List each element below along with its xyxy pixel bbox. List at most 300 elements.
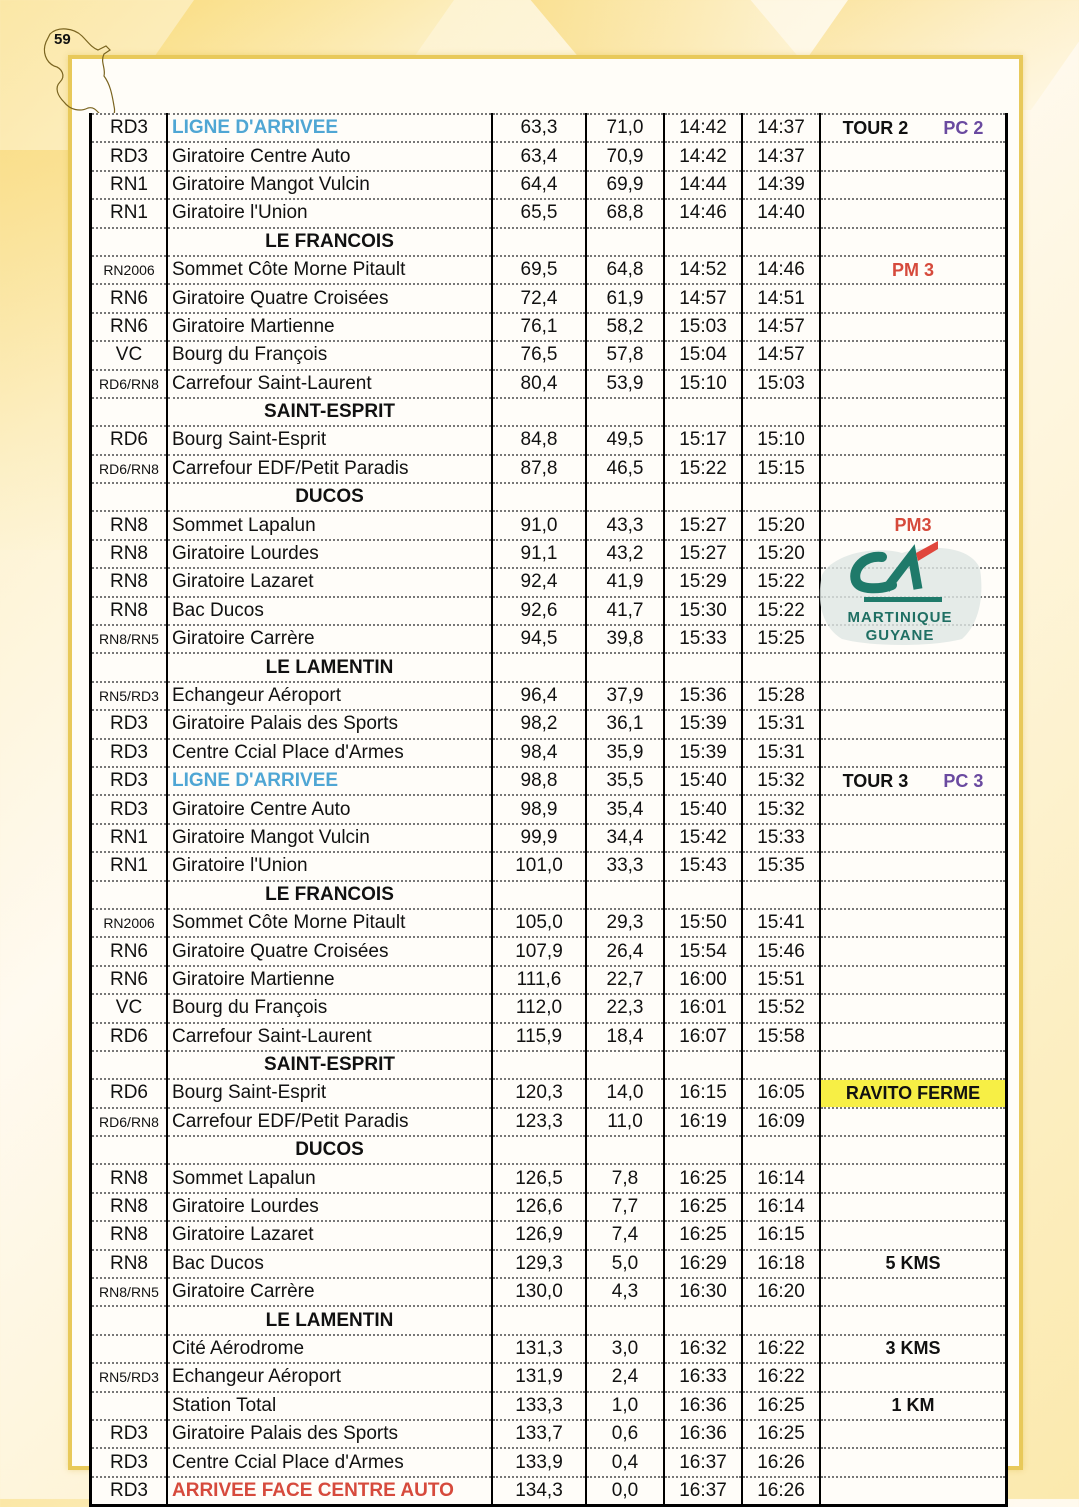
remaining-distance-cell: [586, 1136, 664, 1164]
remaining-distance-cell: [586, 398, 664, 426]
note-cell: [820, 398, 1007, 426]
table-row: [91, 1392, 1007, 1420]
distance-cell: 133,9: [492, 1448, 586, 1476]
remaining-distance-cell: 35,5: [586, 767, 664, 795]
note-label: 1 KM: [891, 1395, 935, 1416]
place-name-cell: Giratoire Centre Auto: [167, 142, 492, 170]
table-row: [91, 795, 1007, 823]
time-fast-cell: 15:30: [664, 597, 742, 625]
time-fast-cell: 16:29: [664, 1250, 742, 1278]
time-fast-cell: 16:30: [664, 1278, 742, 1306]
time-slow-cell: 15:25: [742, 625, 820, 653]
road-code-cell: RD6/RN8: [91, 370, 168, 398]
distance-cell: 84,8: [492, 426, 586, 454]
note-cell: [820, 1108, 1007, 1136]
time-slow-cell: 16:14: [742, 1164, 820, 1192]
time-slow-cell: 16:18: [742, 1250, 820, 1278]
distance-cell: 107,9: [492, 937, 586, 965]
distance-cell: [492, 1306, 586, 1334]
table-row: [91, 1335, 1007, 1363]
place-name-cell: Carrefour EDF/Petit Paradis: [167, 1108, 492, 1136]
road-code-cell: RN8: [91, 597, 168, 625]
time-fast-cell: 15:36: [664, 682, 742, 710]
place-name-cell: Bourg Saint-Esprit: [167, 1079, 492, 1107]
place-name-cell: LIGNE D'ARRIVEE: [167, 114, 492, 142]
road-code-cell: [91, 653, 168, 681]
table-row: [91, 199, 1007, 227]
time-slow-cell: [742, 398, 820, 426]
time-slow-cell: 16:09: [742, 1108, 820, 1136]
remaining-distance-cell: 41,9: [586, 568, 664, 596]
note-cell: [820, 1363, 1007, 1391]
place-name-cell: Sommet Lapalun: [167, 511, 492, 539]
time-fast-cell: 15:10: [664, 370, 742, 398]
time-slow-cell: [742, 1136, 820, 1164]
time-slow-cell: [742, 483, 820, 511]
place-name-cell: Giratoire Lazaret: [167, 1221, 492, 1249]
section-title-cell: LE FRANCOIS: [167, 228, 492, 256]
note-cell: [820, 909, 1007, 937]
remaining-distance-cell: 7,7: [586, 1193, 664, 1221]
section-header-row: [91, 228, 1007, 256]
remaining-distance-cell: 68,8: [586, 199, 664, 227]
road-code-cell: [91, 398, 168, 426]
distance-cell: 92,4: [492, 568, 586, 596]
note-cell: [820, 256, 1007, 284]
place-name-cell: Echangeur Aéroport: [167, 682, 492, 710]
place-name-cell: Echangeur Aéroport: [167, 1363, 492, 1391]
road-code-cell: RN5/RD3: [91, 682, 168, 710]
distance-cell: 94,5: [492, 625, 586, 653]
road-code-cell: RN5/RD3: [91, 1363, 168, 1391]
place-name-cell: Bac Ducos: [167, 597, 492, 625]
remaining-distance-cell: 11,0: [586, 1108, 664, 1136]
road-code-cell: VC: [91, 341, 168, 369]
note-cell: [820, 455, 1007, 483]
time-slow-cell: 14:57: [742, 313, 820, 341]
remaining-distance-cell: [586, 1051, 664, 1079]
time-fast-cell: 15:40: [664, 767, 742, 795]
note-cell: [820, 881, 1007, 909]
note-cell: [820, 1164, 1007, 1192]
table-row: [91, 1448, 1007, 1476]
road-code-cell: RN1: [91, 199, 168, 227]
note-cell: [820, 426, 1007, 454]
road-code-cell: RD3: [91, 1420, 168, 1448]
remaining-distance-cell: 29,3: [586, 909, 664, 937]
road-code-cell: RN8: [91, 1164, 168, 1192]
remaining-distance-cell: 0,4: [586, 1448, 664, 1476]
place-name-cell: Giratoire l'Union: [167, 852, 492, 880]
note-cell: [820, 937, 1007, 965]
section-header-row: [91, 1051, 1007, 1079]
remaining-distance-cell: 71,0: [586, 114, 664, 142]
time-slow-cell: 14:40: [742, 199, 820, 227]
table-row: [91, 966, 1007, 994]
time-fast-cell: 16:07: [664, 1023, 742, 1051]
road-code-cell: RD3: [91, 1448, 168, 1476]
distance-cell: 126,9: [492, 1221, 586, 1249]
distance-cell: 123,3: [492, 1108, 586, 1136]
road-code-cell: RN6: [91, 284, 168, 312]
time-fast-cell: 15:17: [664, 426, 742, 454]
place-name-cell: Centre Ccial Place d'Armes: [167, 739, 492, 767]
table-row: [91, 1023, 1007, 1051]
time-slow-cell: 15:15: [742, 455, 820, 483]
place-name-cell: Station Total: [167, 1392, 492, 1420]
distance-cell: [492, 1136, 586, 1164]
sponsor-logo-line1: MARTINIQUE: [847, 609, 953, 626]
distance-cell: [492, 483, 586, 511]
distance-cell: 65,5: [492, 199, 586, 227]
time-fast-cell: 14:52: [664, 256, 742, 284]
note-cell: [820, 370, 1007, 398]
place-name-cell: Carrefour Saint-Laurent: [167, 370, 492, 398]
note-cell: [820, 1023, 1007, 1051]
time-fast-cell: 16:25: [664, 1221, 742, 1249]
road-code-cell: RD6/RN8: [91, 455, 168, 483]
road-code-cell: RN1: [91, 852, 168, 880]
note-cell: [820, 1306, 1007, 1334]
remaining-distance-cell: 58,2: [586, 313, 664, 341]
time-slow-cell: [742, 1051, 820, 1079]
road-code-cell: [91, 483, 168, 511]
note-cell: [820, 284, 1007, 312]
distance-cell: 134,3: [492, 1477, 586, 1506]
remaining-distance-cell: 46,5: [586, 455, 664, 483]
note-cell: [820, 1420, 1007, 1448]
distance-cell: 98,8: [492, 767, 586, 795]
note-label: RAVITO FERME: [845, 1082, 981, 1103]
note-cell: [820, 1051, 1007, 1079]
remaining-distance-cell: 7,8: [586, 1164, 664, 1192]
time-slow-cell: 15:33: [742, 824, 820, 852]
distance-cell: 131,3: [492, 1335, 586, 1363]
time-slow-cell: 15:35: [742, 852, 820, 880]
remaining-distance-cell: 69,9: [586, 171, 664, 199]
time-slow-cell: 16:05: [742, 1079, 820, 1107]
remaining-distance-cell: 0,0: [586, 1477, 664, 1506]
place-name-cell: Bourg du François: [167, 341, 492, 369]
time-slow-cell: 15:32: [742, 795, 820, 823]
table-row: [91, 682, 1007, 710]
note-cell: [820, 199, 1007, 227]
remaining-distance-cell: 7,4: [586, 1221, 664, 1249]
road-code-cell: [91, 1051, 168, 1079]
remaining-distance-cell: [586, 483, 664, 511]
place-name-cell: Giratoire Quatre Croisées: [167, 937, 492, 965]
place-name-cell: LIGNE D'ARRIVEE: [167, 767, 492, 795]
time-fast-cell: 16:00: [664, 966, 742, 994]
place-name-cell: Carrefour EDF/Petit Paradis: [167, 455, 492, 483]
road-code-cell: RN1: [91, 824, 168, 852]
distance-cell: [492, 1051, 586, 1079]
road-code-cell: [91, 1335, 168, 1363]
table-row: [91, 284, 1007, 312]
road-code-cell: RD3: [91, 1477, 168, 1506]
note-label: 5 KMS: [885, 1253, 941, 1274]
remaining-distance-cell: 26,4: [586, 937, 664, 965]
remaining-distance-cell: 18,4: [586, 1023, 664, 1051]
note-cell: [820, 824, 1007, 852]
time-fast-cell: 16:36: [664, 1392, 742, 1420]
time-slow-cell: 15:22: [742, 597, 820, 625]
remaining-distance-cell: 5,0: [586, 1250, 664, 1278]
remaining-distance-cell: 49,5: [586, 426, 664, 454]
distance-cell: 115,9: [492, 1023, 586, 1051]
distance-cell: 69,5: [492, 256, 586, 284]
note-cell: [820, 1136, 1007, 1164]
road-code-cell: RN8: [91, 1221, 168, 1249]
place-name-cell: Giratoire l'Union: [167, 199, 492, 227]
time-slow-cell: 16:26: [742, 1448, 820, 1476]
remaining-distance-cell: 3,0: [586, 1335, 664, 1363]
remaining-distance-cell: [586, 881, 664, 909]
remaining-distance-cell: 43,2: [586, 540, 664, 568]
time-fast-cell: 14:46: [664, 199, 742, 227]
distance-cell: 92,6: [492, 597, 586, 625]
place-name-cell: Sommet Lapalun: [167, 1164, 492, 1192]
time-fast-cell: 16:01: [664, 994, 742, 1022]
remaining-distance-cell: [586, 653, 664, 681]
time-fast-cell: 15:27: [664, 540, 742, 568]
table-row: [91, 739, 1007, 767]
road-code-cell: RN6: [91, 937, 168, 965]
note-cell: [820, 767, 1007, 795]
time-fast-cell: [664, 483, 742, 511]
remaining-distance-cell: 53,9: [586, 370, 664, 398]
time-slow-cell: 15:03: [742, 370, 820, 398]
note-cell: [820, 483, 1007, 511]
note-cell: [820, 114, 1007, 142]
remaining-distance-cell: 41,7: [586, 597, 664, 625]
time-fast-cell: 15:04: [664, 341, 742, 369]
note-cell: [820, 966, 1007, 994]
section-header-row: [91, 398, 1007, 426]
note-cell: [820, 994, 1007, 1022]
road-code-cell: VC: [91, 994, 168, 1022]
place-name-cell: Cité Aérodrome: [167, 1335, 492, 1363]
remaining-distance-cell: 64,8: [586, 256, 664, 284]
section-header-row: [91, 483, 1007, 511]
time-slow-cell: 15:31: [742, 710, 820, 738]
distance-cell: [492, 398, 586, 426]
time-slow-cell: 16:15: [742, 1221, 820, 1249]
distance-cell: 131,9: [492, 1363, 586, 1391]
road-code-cell: [91, 228, 168, 256]
table-row: [91, 370, 1007, 398]
distance-cell: [492, 653, 586, 681]
place-name-cell: Giratoire Palais des Sports: [167, 1420, 492, 1448]
time-fast-cell: [664, 1051, 742, 1079]
distance-cell: 101,0: [492, 852, 586, 880]
distance-cell: 64,4: [492, 171, 586, 199]
distance-cell: 76,1: [492, 313, 586, 341]
road-code-cell: RN2006: [91, 909, 168, 937]
distance-cell: [492, 228, 586, 256]
time-slow-cell: 16:26: [742, 1477, 820, 1506]
remaining-distance-cell: 61,9: [586, 284, 664, 312]
road-code-cell: RD3: [91, 142, 168, 170]
time-slow-cell: 15:58: [742, 1023, 820, 1051]
sponsor-logo-line2: GUYANE: [865, 627, 935, 644]
section-title-cell: LE LAMENTIN: [167, 1306, 492, 1334]
time-fast-cell: [664, 1136, 742, 1164]
distance-cell: 98,2: [492, 710, 586, 738]
time-fast-cell: 15:39: [664, 710, 742, 738]
distance-cell: 105,0: [492, 909, 586, 937]
table-row: [91, 1420, 1007, 1448]
road-code-cell: RN6: [91, 966, 168, 994]
time-fast-cell: 16:37: [664, 1477, 742, 1506]
road-code-cell: RD6: [91, 1023, 168, 1051]
distance-cell: 98,9: [492, 795, 586, 823]
time-slow-cell: 14:39: [742, 171, 820, 199]
time-fast-cell: 15:27: [664, 511, 742, 539]
place-name-cell: Sommet Côte Morne Pitault: [167, 256, 492, 284]
checkpoint-label: PC 3: [943, 770, 984, 791]
note-cell: [820, 171, 1007, 199]
place-name-cell: Bourg du François: [167, 994, 492, 1022]
place-name-cell: Centre Ccial Place d'Armes: [167, 1448, 492, 1476]
time-fast-cell: 15:40: [664, 795, 742, 823]
place-name-cell: Carrefour Saint-Laurent: [167, 1023, 492, 1051]
note-cell: [820, 739, 1007, 767]
time-fast-cell: 16:33: [664, 1363, 742, 1391]
section-title-cell: LE LAMENTIN: [167, 653, 492, 681]
tour-label: TOUR 3: [842, 770, 909, 791]
time-fast-cell: 16:25: [664, 1164, 742, 1192]
time-slow-cell: 15:28: [742, 682, 820, 710]
time-fast-cell: 16:36: [664, 1420, 742, 1448]
note-cell: [820, 710, 1007, 738]
place-name-cell: Giratoire Carrère: [167, 625, 492, 653]
table-row: [91, 1108, 1007, 1136]
road-code-cell: RD6/RN8: [91, 1108, 168, 1136]
table-row: [91, 1164, 1007, 1192]
place-name-cell: Sommet Côte Morne Pitault: [167, 909, 492, 937]
note-label: PM3: [894, 515, 932, 536]
time-fast-cell: 16:37: [664, 1448, 742, 1476]
note-cell: [820, 1392, 1007, 1420]
road-code-cell: RN8: [91, 1250, 168, 1278]
section-title-cell: DUCOS: [167, 1136, 492, 1164]
place-name-cell: Giratoire Centre Auto: [167, 795, 492, 823]
time-slow-cell: 15:52: [742, 994, 820, 1022]
place-name-cell: Giratoire Mangot Vulcin: [167, 171, 492, 199]
note-cell: [820, 653, 1007, 681]
time-fast-cell: 15:33: [664, 625, 742, 653]
time-slow-cell: 14:37: [742, 142, 820, 170]
remaining-distance-cell: 39,8: [586, 625, 664, 653]
time-fast-cell: 14:44: [664, 171, 742, 199]
time-slow-cell: 16:25: [742, 1420, 820, 1448]
table-row: [91, 256, 1007, 284]
distance-cell: 129,3: [492, 1250, 586, 1278]
section-title-cell: LE FRANCOIS: [167, 881, 492, 909]
time-fast-cell: 15:43: [664, 852, 742, 880]
remaining-distance-cell: 22,7: [586, 966, 664, 994]
road-code-cell: RN2006: [91, 256, 168, 284]
remaining-distance-cell: 2,4: [586, 1363, 664, 1391]
section-header-row: [91, 1136, 1007, 1164]
time-slow-cell: 15:31: [742, 739, 820, 767]
time-fast-cell: [664, 398, 742, 426]
remaining-distance-cell: 4,3: [586, 1278, 664, 1306]
time-slow-cell: 15:20: [742, 540, 820, 568]
distance-cell: 72,4: [492, 284, 586, 312]
table-row: [91, 1079, 1007, 1107]
note-cell: [820, 1250, 1007, 1278]
time-slow-cell: [742, 1306, 820, 1334]
place-name-cell: Bac Ducos: [167, 1250, 492, 1278]
place-name-cell: Giratoire Mangot Vulcin: [167, 824, 492, 852]
distance-cell: 112,0: [492, 994, 586, 1022]
remaining-distance-cell: 34,4: [586, 824, 664, 852]
road-code-cell: RN8: [91, 568, 168, 596]
route-timetable: [89, 113, 1008, 1507]
note-cell: [820, 795, 1007, 823]
time-fast-cell: 16:32: [664, 1335, 742, 1363]
road-code-cell: [91, 1392, 168, 1420]
time-slow-cell: 15:22: [742, 568, 820, 596]
time-fast-cell: 15:54: [664, 937, 742, 965]
place-name-cell: Giratoire Martienne: [167, 313, 492, 341]
tour-checkpoint-label: [825, 118, 1001, 139]
table-row: [91, 1363, 1007, 1391]
time-slow-cell: 16:22: [742, 1363, 820, 1391]
section-title-cell: SAINT-ESPRIT: [167, 398, 492, 426]
time-fast-cell: 15:39: [664, 739, 742, 767]
road-code-cell: RN6: [91, 313, 168, 341]
table-row: [91, 114, 1007, 142]
time-slow-cell: 16:20: [742, 1278, 820, 1306]
table-row: [91, 909, 1007, 937]
remaining-distance-cell: 35,9: [586, 739, 664, 767]
road-code-cell: RN8: [91, 540, 168, 568]
time-slow-cell: 16:25: [742, 1392, 820, 1420]
distance-cell: 98,4: [492, 739, 586, 767]
table-row: [91, 313, 1007, 341]
table-row: [91, 767, 1007, 795]
road-code-cell: [91, 1306, 168, 1334]
time-fast-cell: 16:25: [664, 1193, 742, 1221]
time-fast-cell: 14:42: [664, 142, 742, 170]
distance-cell: 63,4: [492, 142, 586, 170]
table-row: [91, 142, 1007, 170]
time-slow-cell: 15:51: [742, 966, 820, 994]
note-cell: [820, 1335, 1007, 1363]
time-slow-cell: 14:51: [742, 284, 820, 312]
table-row: [91, 824, 1007, 852]
remaining-distance-cell: 36,1: [586, 710, 664, 738]
note-cell: [820, 341, 1007, 369]
section-header-row: [91, 881, 1007, 909]
note-label: PM 3: [891, 259, 934, 280]
distance-cell: 133,7: [492, 1420, 586, 1448]
road-code-cell: RN8/RN5: [91, 625, 168, 653]
remaining-distance-cell: 1,0: [586, 1392, 664, 1420]
road-code-cell: RD3: [91, 739, 168, 767]
time-fast-cell: 14:42: [664, 114, 742, 142]
sponsor-logo: [812, 535, 988, 655]
road-code-cell: [91, 881, 168, 909]
time-fast-cell: [664, 228, 742, 256]
page-number: 59: [54, 31, 71, 48]
road-code-cell: RD3: [91, 767, 168, 795]
note-cell: [820, 1221, 1007, 1249]
place-name-cell: Bourg Saint-Esprit: [167, 426, 492, 454]
